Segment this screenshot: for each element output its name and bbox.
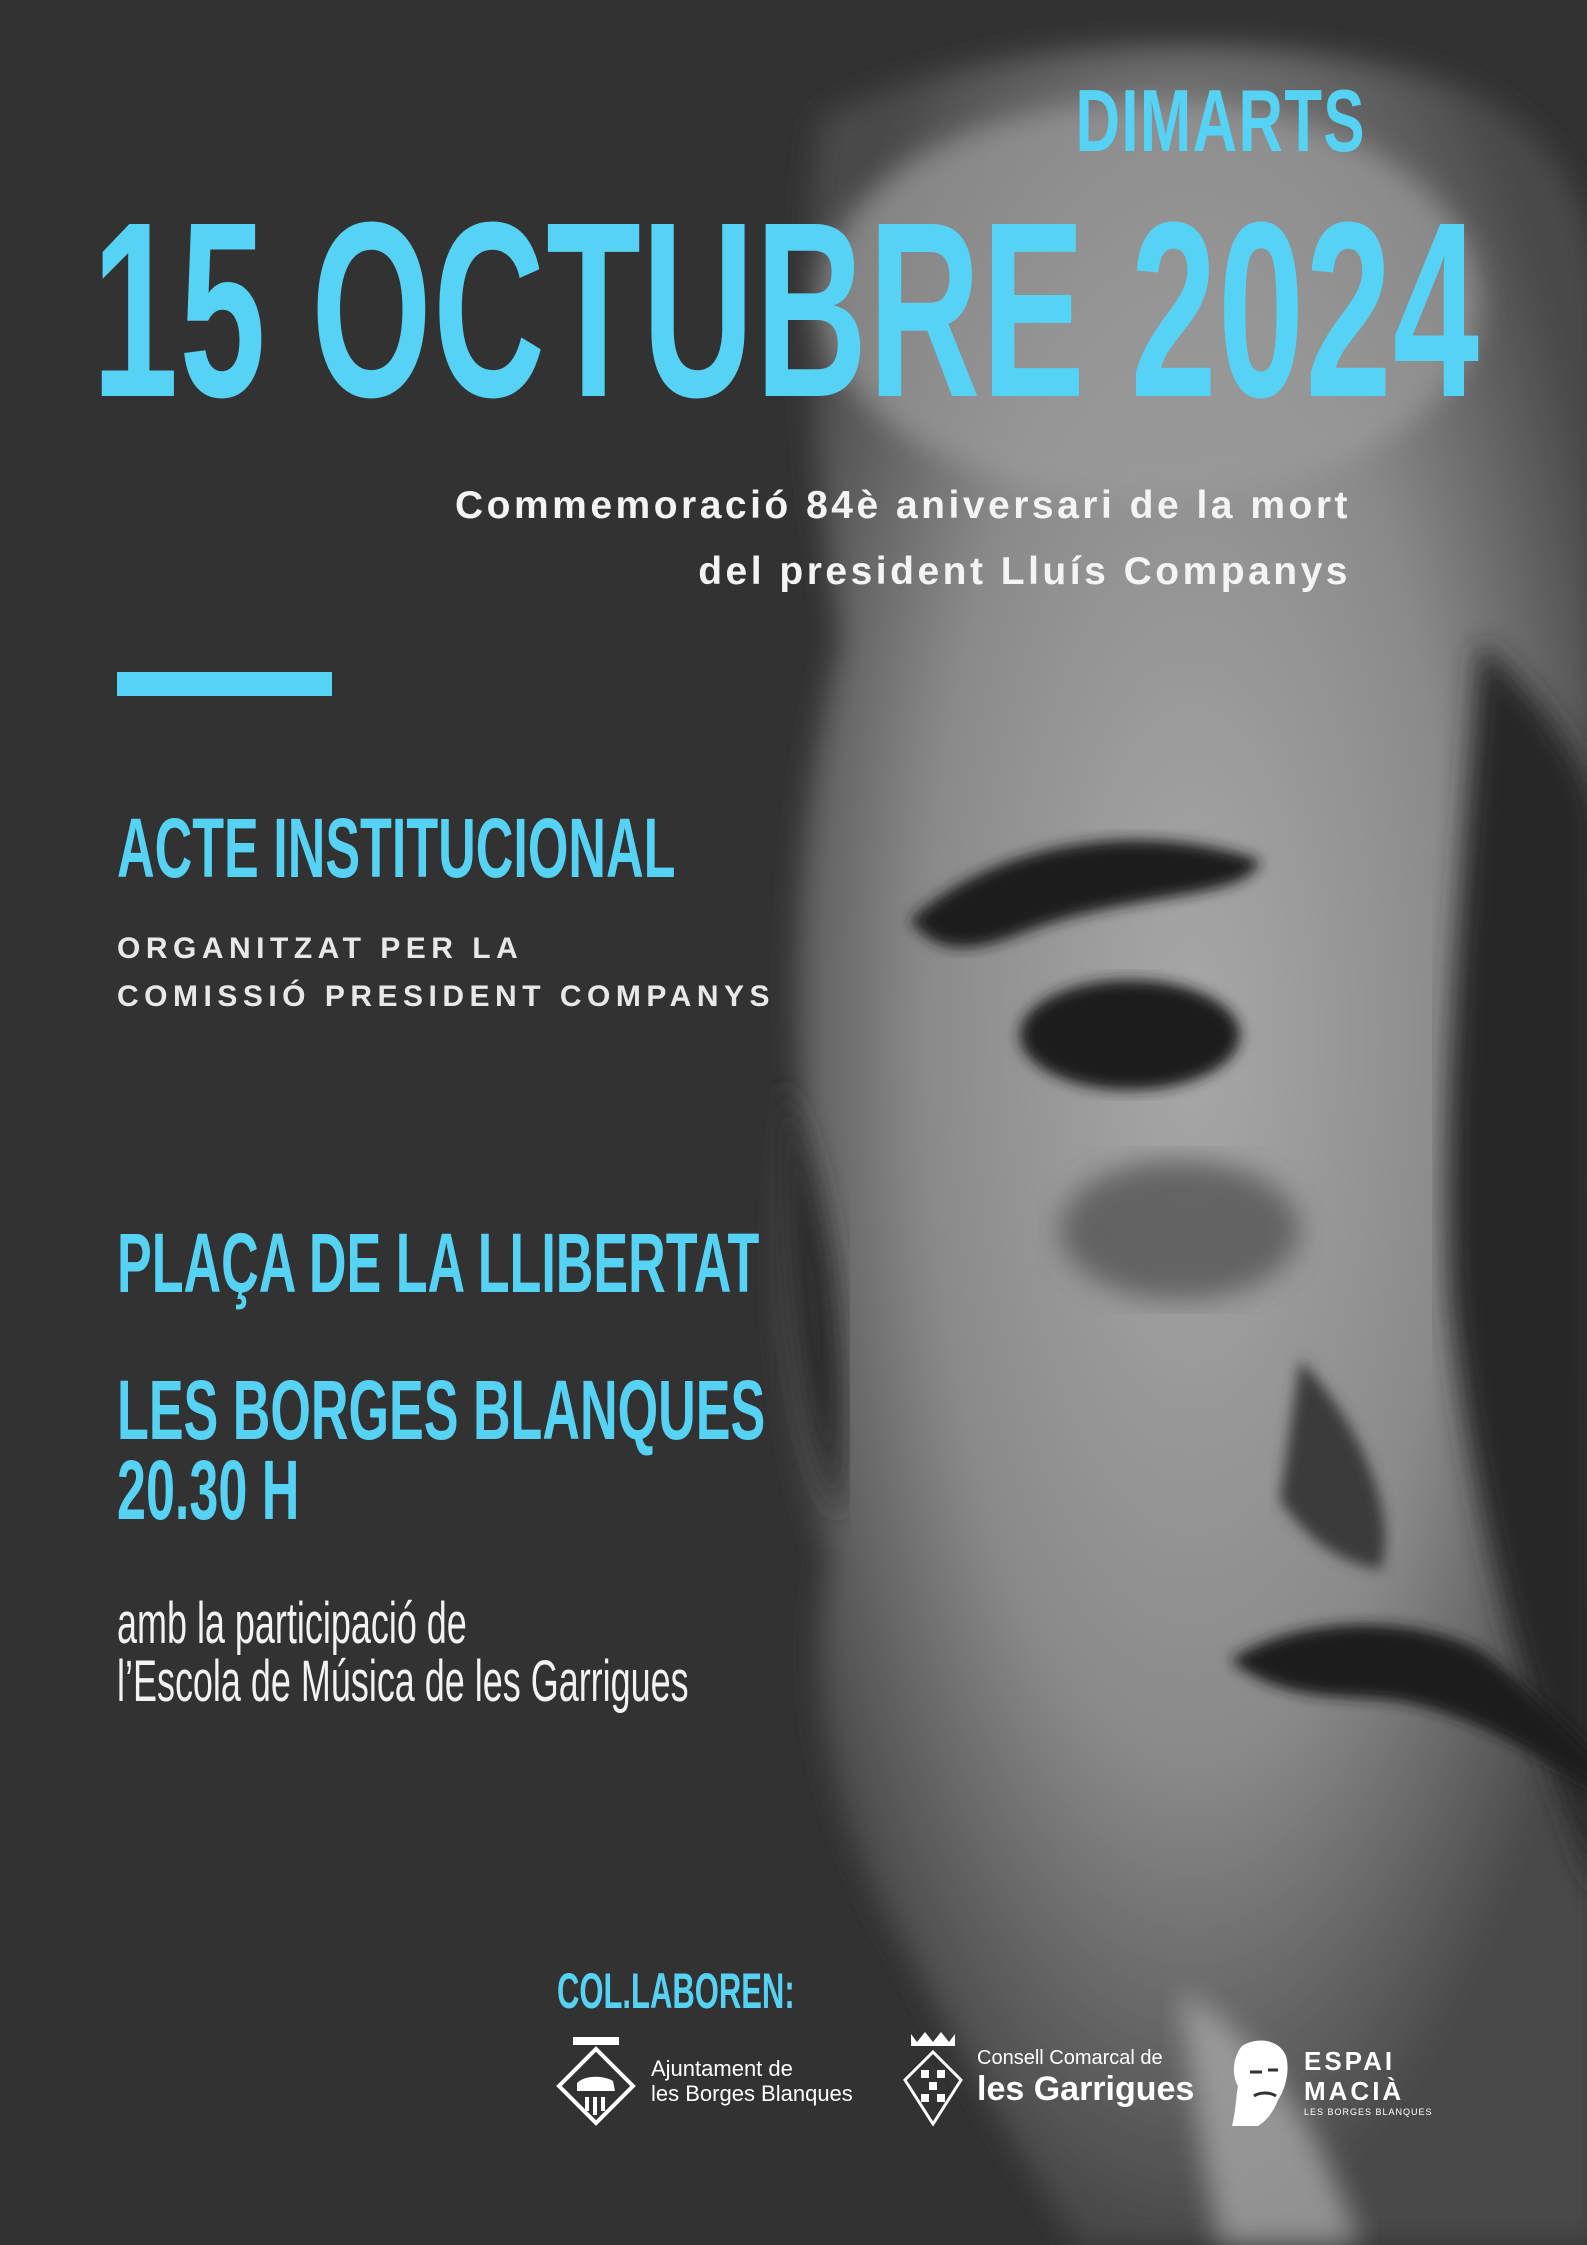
weekday-label: DIMARTS: [1075, 71, 1366, 170]
county-coat-of-arms-icon: [903, 2030, 963, 2126]
event-title: ACTE INSTITUCIONAL: [117, 801, 676, 895]
municipal-shield-icon: [555, 2035, 637, 2127]
accent-divider: [117, 672, 332, 696]
consell-name-line-2: les Garrigues: [977, 2069, 1195, 2108]
espai-name-line-2: MACIÀ: [1304, 2075, 1405, 2106]
event-date: 15 OCTUBRE 2024: [92, 170, 1481, 449]
portrait-logo-icon: [1228, 2036, 1294, 2128]
consell-name-line-1: Consell Comarcal de: [977, 2046, 1163, 2069]
event-town: LES BORGES BLANQUES: [117, 1363, 766, 1457]
organizer-line-2: COMISSIÓ PRESIDENT COMPANYS: [117, 980, 776, 1013]
participation-line-2: l’Escola de Música de les Garrigues: [117, 1649, 689, 1714]
event-place: PLAÇA DE LA LLIBERTAT: [117, 1216, 760, 1310]
subtitle-line-2: del president Lluís Companys: [698, 550, 1351, 593]
collaborators-heading: COL.LABOREN:: [557, 1963, 795, 2019]
ajuntament-name-line-2: les Borges Blanques: [651, 2081, 853, 2106]
consell-comarcal-logo: [903, 2030, 1194, 2126]
ajuntament-name-line-1: Ajuntament de: [651, 2055, 793, 2081]
participation-line-1: amb la participació de: [117, 1591, 467, 1656]
ajuntament-logo: [555, 2035, 853, 2127]
organizer-line-1: ORGANITZAT PER LA: [117, 932, 524, 965]
espai-name-line-1: ESPAI: [1304, 2045, 1396, 2076]
espai-macia-logo: [1228, 2036, 1433, 2128]
espai-name-line-3: LES BORGES BLANQUES: [1304, 2106, 1433, 2117]
subtitle-line-1: Commemoració 84è aniversari de la mort: [455, 484, 1351, 527]
event-time: 20.30 H: [117, 1443, 300, 1537]
